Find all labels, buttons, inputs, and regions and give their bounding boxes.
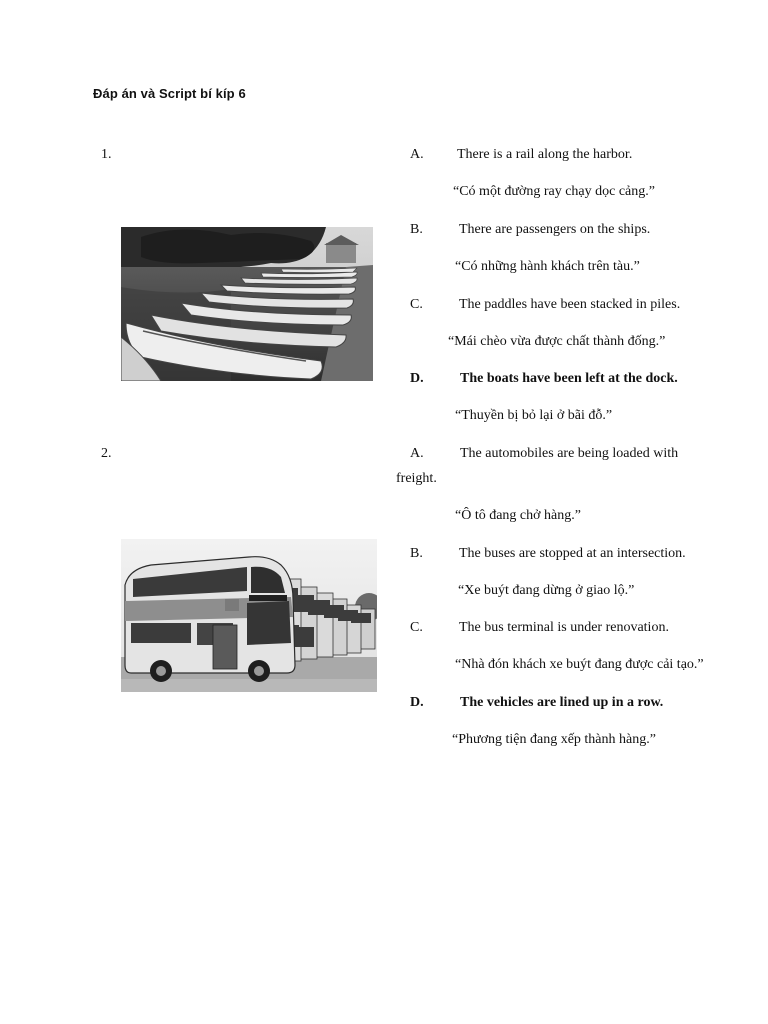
option-translation: “Xe buýt đang dừng ở giao lộ.” <box>458 583 635 598</box>
option-translation: “Nhà đón khách xe buýt đang được cải tạo.” <box>455 657 704 672</box>
question-number: 2. <box>101 446 112 461</box>
option-letter: A. <box>410 446 424 461</box>
boats-photo <box>121 227 373 381</box>
option-letter: D. <box>410 695 424 710</box>
option-letter: D. <box>410 371 424 386</box>
option-translation: “Ô tô đang chở hàng.” <box>455 508 581 523</box>
document-title: Đáp án và Script bí kíp 6 <box>93 86 246 101</box>
option-letter: B. <box>410 546 423 561</box>
option-text: The paddles have been stacked in piles. <box>459 297 681 312</box>
option-letter: C. <box>410 297 423 312</box>
option-translation: “Phương tiện đang xếp thành hàng.” <box>452 732 656 747</box>
option-letter: C. <box>410 620 423 635</box>
option-text: The vehicles are lined up in a row. <box>460 695 664 710</box>
option-text: The bus terminal is under renovation. <box>459 620 669 635</box>
buses-photo-image <box>121 539 377 692</box>
option-text: The boats have been left at the dock. <box>460 371 678 386</box>
boats-photo-image <box>121 227 373 381</box>
option-translation: “Có những hành khách trên tàu.” <box>455 259 640 274</box>
option-text: The automobiles are being loaded with <box>460 446 679 461</box>
option-letter: B. <box>410 222 423 237</box>
question-number: 1. <box>101 147 112 162</box>
option-text-continued: freight. <box>396 471 437 486</box>
option-text: There is a rail along the harbor. <box>457 147 633 162</box>
option-letter: A. <box>410 147 424 162</box>
option-text: The buses are stopped at an intersection. <box>459 546 686 561</box>
option-translation: “Thuyền bị bỏ lại ở bãi đỗ.” <box>455 408 613 423</box>
option-translation: “Có một đường ray chạy dọc cảng.” <box>453 184 655 199</box>
option-text: There are passengers on the ships. <box>459 222 651 237</box>
buses-photo <box>121 539 377 692</box>
option-translation: “Mái chèo vừa được chất thành đống.” <box>448 334 666 349</box>
